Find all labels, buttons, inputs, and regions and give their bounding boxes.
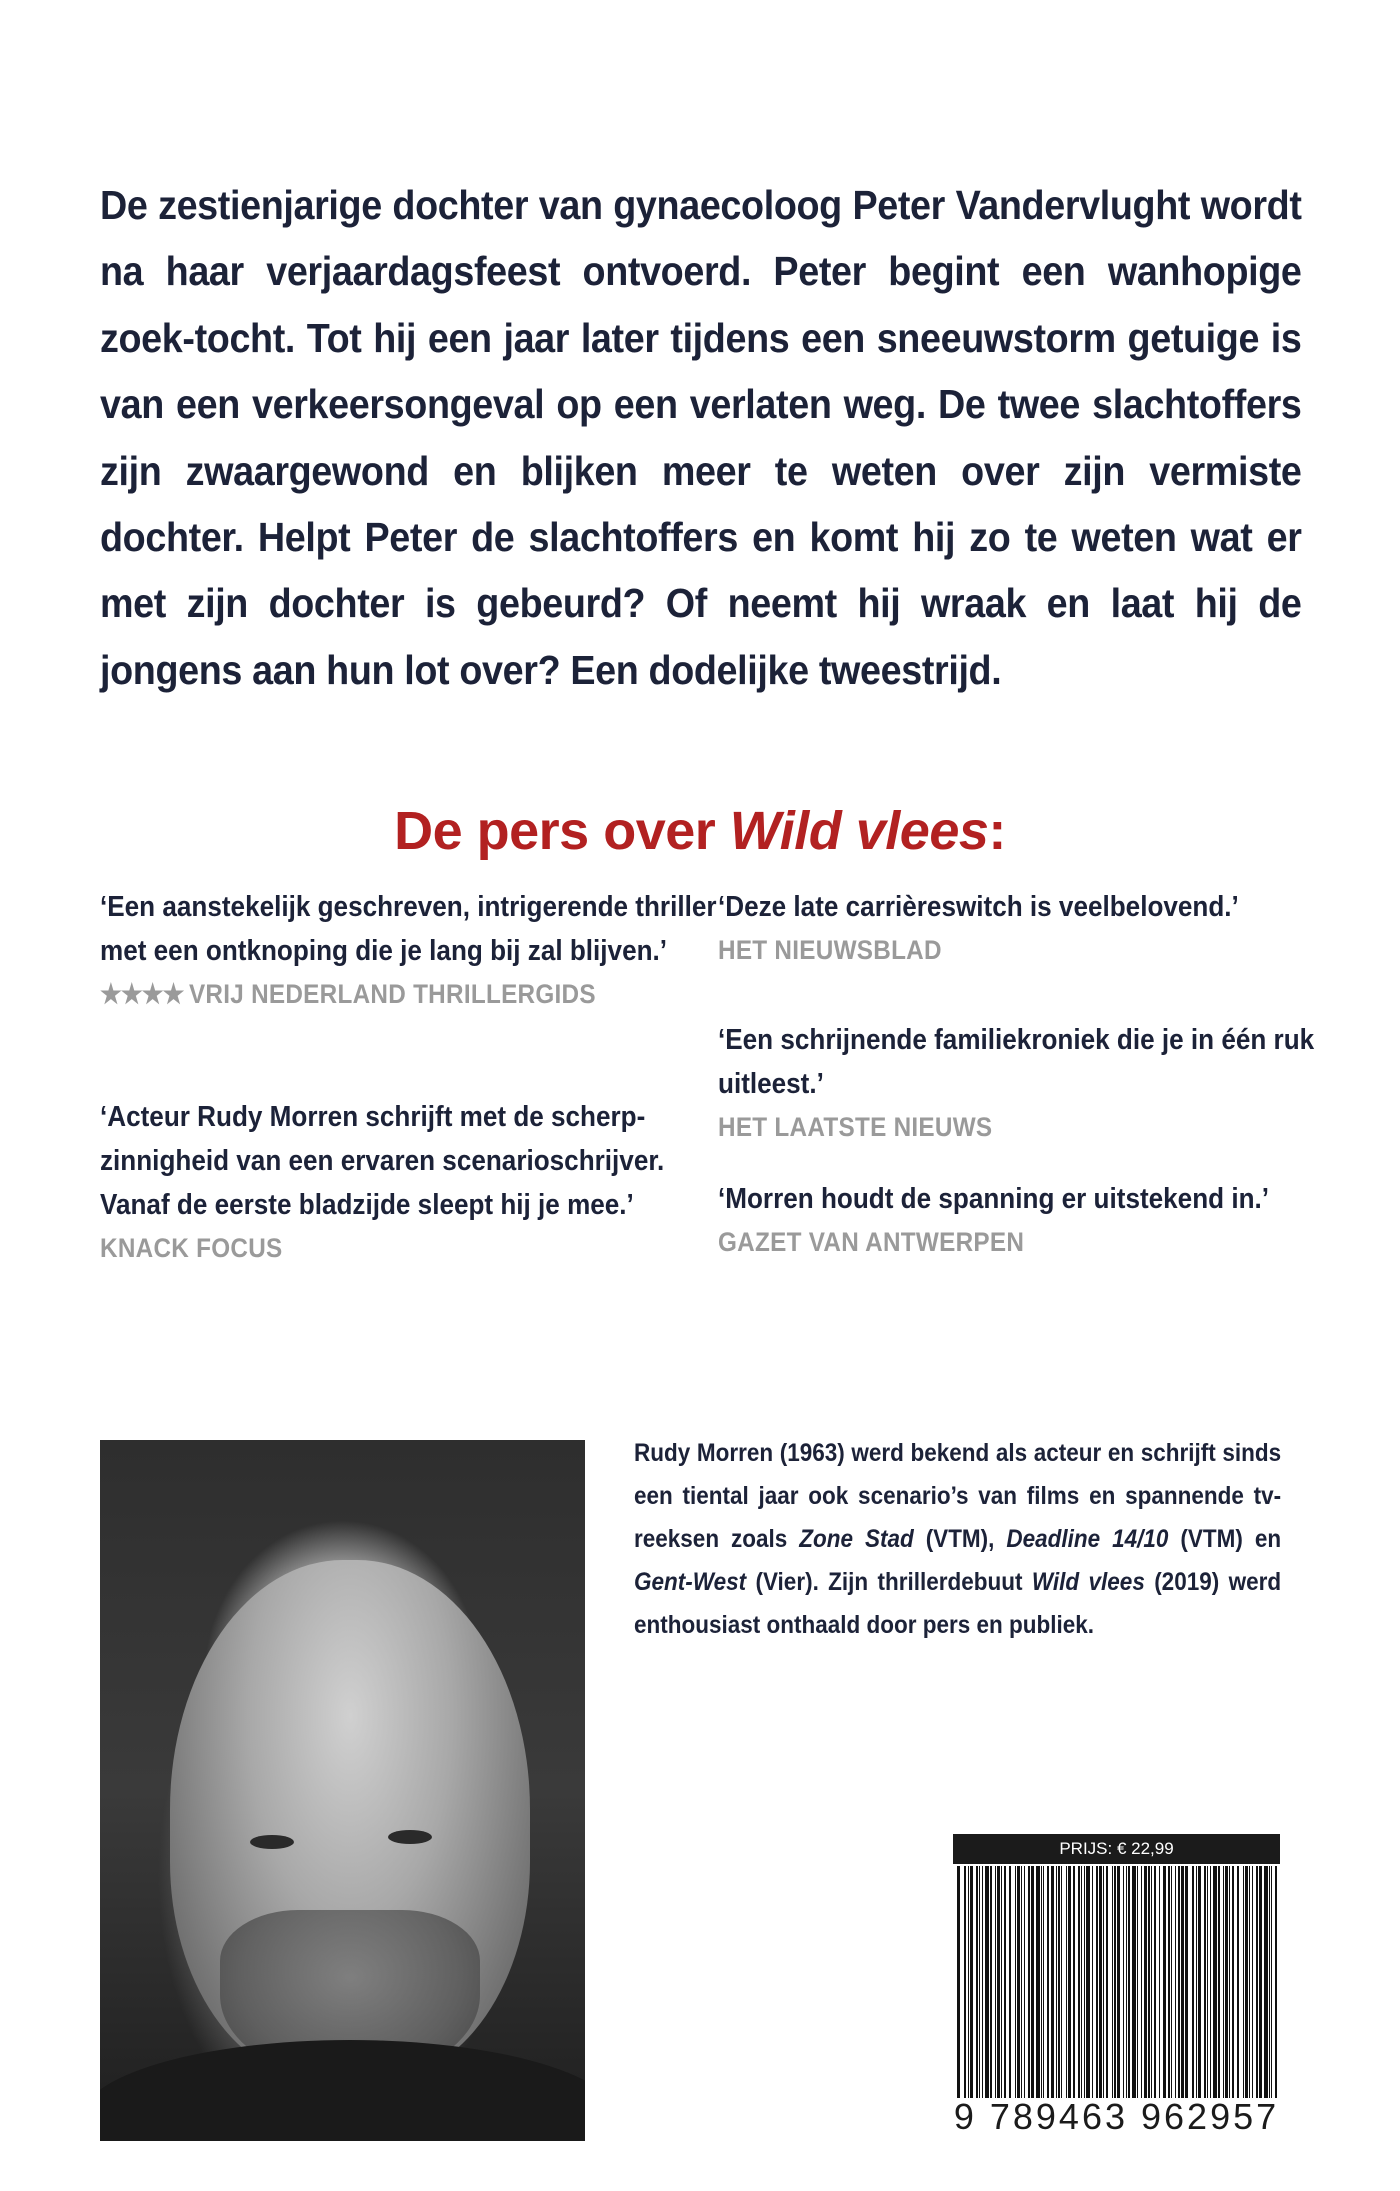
barcode-bar <box>1041 1866 1042 2098</box>
bio-text: (VTM), <box>913 1525 1007 1553</box>
barcode-bar <box>1043 1866 1044 2098</box>
barcode-bar <box>970 1866 973 2098</box>
barcode-bar <box>1168 1866 1170 2098</box>
review-source-name: VRIJ NEDERLAND THRILLERGIDS <box>188 979 596 1009</box>
barcode-bar <box>979 1866 980 2098</box>
barcode-bar <box>1159 1866 1160 2098</box>
review-source: HET LAATSTE NIEUWS <box>718 1112 993 1142</box>
barcode-bar <box>957 1866 960 2098</box>
barcode-bar <box>1112 1866 1113 2098</box>
barcode-bar <box>982 1866 983 2098</box>
barcode-bar <box>1081 1866 1082 2098</box>
barcode-bar <box>1066 1866 1067 2098</box>
barcode-bar <box>1271 1866 1272 2098</box>
barcode-bar <box>1225 1866 1228 2098</box>
review-knack-focus <box>100 1095 720 1269</box>
barcode-bar <box>1154 1866 1156 2098</box>
barcode-bar <box>1086 1866 1090 2098</box>
barcode-bar <box>1015 1866 1016 2098</box>
barcode-bar <box>985 1866 989 2098</box>
barcode-bar <box>1103 1866 1104 2098</box>
review-vrij-nederland <box>100 885 720 1015</box>
review-het-laatste-nieuws <box>718 1018 1338 1148</box>
barcode-bar <box>1114 1866 1116 2098</box>
barcode-bar <box>1237 1866 1239 2098</box>
barcode-bar <box>1051 1866 1054 2098</box>
barcode-bar <box>1196 1866 1197 2098</box>
review-source: KNACK FOCUS <box>100 1233 283 1263</box>
press-heading <box>0 800 1400 862</box>
barcode-bar <box>1181 1866 1184 2098</box>
review-quote: ‘Een schrijnende familiekroniek die je in één ruk uitleest.’ <box>718 1024 1315 1100</box>
review-source <box>100 973 720 1015</box>
barcode-bar <box>1259 1866 1262 2098</box>
bio-text: Rudy Morren (1963) werd bekend als acteur en schrijft sinds een tiental jaar ook scenario’s van films en spannende tv-reeksen zoals <box>634 1439 1282 1553</box>
barcode-bar <box>1073 1866 1075 2098</box>
barcode-bar <box>1068 1866 1071 2098</box>
barcode-bar <box>1213 1866 1217 2098</box>
review-quote: ‘Morren houdt de spanning er uitstekend in.’ <box>718 1183 1270 1215</box>
barcode-bar <box>1269 1866 1270 2098</box>
bio-title: Deadline 14/10 <box>1006 1525 1169 1553</box>
barcode-bar <box>1117 1866 1120 2098</box>
press-heading-suffix: : <box>988 801 1006 861</box>
bio-text: (VTM) en <box>1168 1525 1282 1553</box>
barcode-bar <box>1004 1866 1006 2098</box>
barcode-bar <box>1218 1866 1220 2098</box>
barcode-bar <box>964 1866 966 2098</box>
review-quote: ‘Deze late carrièreswitch is veelbelovend.’ <box>718 891 1239 923</box>
barcode-bar <box>1178 1866 1180 2098</box>
bio-text: (2019) werd enthousiast onthaald door pers en publiek. <box>634 1568 1282 1639</box>
barcode-bar <box>1126 1866 1127 2098</box>
review-quote: ‘Een aanstekelijk geschreven, intrigerende thriller met een ontknoping die je lang bij zal blijven.’ <box>100 891 717 967</box>
barcode-bar <box>1009 1866 1011 2098</box>
barcode-bar <box>1223 1866 1224 2098</box>
barcode-bar <box>1192 1866 1194 2098</box>
review-source: HET NIEUWSBLAD <box>718 935 942 965</box>
review-gazet-van-antwerpen <box>718 1177 1338 1263</box>
barcode-bar <box>1144 1866 1147 2098</box>
barcode-bar <box>1078 1866 1080 2098</box>
barcode-bar <box>1148 1866 1150 2098</box>
barcode-bar <box>1163 1866 1166 2098</box>
barcode-bar <box>1047 1866 1049 2098</box>
barcode-bar <box>1061 1866 1062 2098</box>
barcode-bar <box>990 1866 992 2098</box>
barcode-bar <box>1229 1866 1230 2098</box>
barcode-bar <box>1084 1866 1085 2098</box>
star-rating-icon: ★★★★ <box>100 979 184 1009</box>
barcode-bar <box>1137 1866 1138 2098</box>
barcode-bar <box>1132 1866 1136 2098</box>
isbn-barcode <box>953 1834 1280 2144</box>
barcode-bar <box>1123 1866 1124 2098</box>
barcode-bar <box>1264 1866 1268 2098</box>
barcode-bar <box>1141 1866 1142 2098</box>
barcode-bar <box>1096 1866 1098 2098</box>
barcode-bar <box>1185 1866 1188 2098</box>
barcode-bar <box>1245 1866 1248 2098</box>
barcode-bar <box>995 1866 996 2098</box>
barcode-bar <box>1056 1866 1057 2098</box>
barcode-bar <box>1028 1866 1030 2098</box>
barcode-bar <box>1106 1866 1108 2098</box>
bio-title: Wild vlees <box>1031 1568 1145 1596</box>
price-label: PRIJS: € 22,99 <box>953 1834 1280 1864</box>
barcode-bar <box>1204 1866 1206 2098</box>
barcode-bar <box>1198 1866 1201 2098</box>
bio-title: Zone Stad <box>799 1525 914 1553</box>
barcode-bar <box>1275 1866 1277 2098</box>
barcode-bar <box>1175 1866 1176 2098</box>
review-source: GAZET VAN ANTWERPEN <box>718 1227 1025 1257</box>
barcode-bar <box>1252 1866 1253 2098</box>
barcode-bar <box>1036 1866 1040 2098</box>
isbn-number: 9 789463 962957 <box>953 2096 1280 2137</box>
author-photo <box>100 1440 585 2141</box>
barcode-bar <box>1151 1866 1152 2098</box>
barcode-bars <box>953 1866 1280 2098</box>
barcode-bar <box>1092 1866 1093 2098</box>
author-bio <box>634 1432 1281 1647</box>
bio-title: Gent-West <box>634 1568 747 1596</box>
review-het-nieuwsblad <box>718 885 1338 971</box>
barcode-bar <box>1058 1866 1060 2098</box>
barcode-bar <box>1249 1866 1250 2098</box>
barcode-bar <box>1210 1866 1211 2098</box>
barcode-bar <box>1024 1866 1025 2098</box>
barcode-bar <box>1256 1866 1258 2098</box>
barcode-bar <box>997 1866 1000 2098</box>
barcode-bar <box>1207 1866 1208 2098</box>
barcode-bar <box>1243 1866 1244 2098</box>
barcode-bar <box>1232 1866 1234 2098</box>
review-quote: ‘Acteur Rudy Morren schrijft met de scherp-zinnigheid van een ervaren scenarioschrijver. Vanaf de eerste bladzijde sleept hij je mee.’ <box>100 1101 665 1221</box>
barcode-bar <box>1021 1866 1022 2098</box>
bio-text: (Vier). Zijn thrillerdebuut <box>746 1568 1032 1596</box>
barcode-bar <box>976 1866 978 2098</box>
press-heading-book-title: Wild vlees <box>729 801 989 861</box>
blurb-text: De zestienjarige dochter van gynaecoloog Peter Vandervlught wordt na haar verjaardagsfeest ontvoerd. Peter begint een wanhopige zoek-tocht. Tot hij een jaar later tijdens een sneeuwstorm getuige is van een verkeersongeval op een verlaten weg. De twee slachtoffers zijn zwaargewond en blijken meer te weten over zijn vermiste dochter. Helpt Peter de slachtoffers en komt hij zo te weten wat er met zijn dochter is gebeurd? Of neemt hij wraak en laat hij de jongens aan hun lot over? Een dodelijke tweestrijd. <box>100 182 1302 693</box>
barcode-bar <box>1001 1866 1002 2098</box>
barcode-bar <box>1099 1866 1102 2098</box>
barcode-bar <box>1128 1866 1130 2098</box>
barcode-bar <box>968 1866 969 2098</box>
press-heading-prefix: De pers over <box>394 801 730 861</box>
barcode-bar <box>1171 1866 1172 2098</box>
barcode-bar <box>1031 1866 1034 2098</box>
barcode-bar <box>1017 1866 1020 2098</box>
